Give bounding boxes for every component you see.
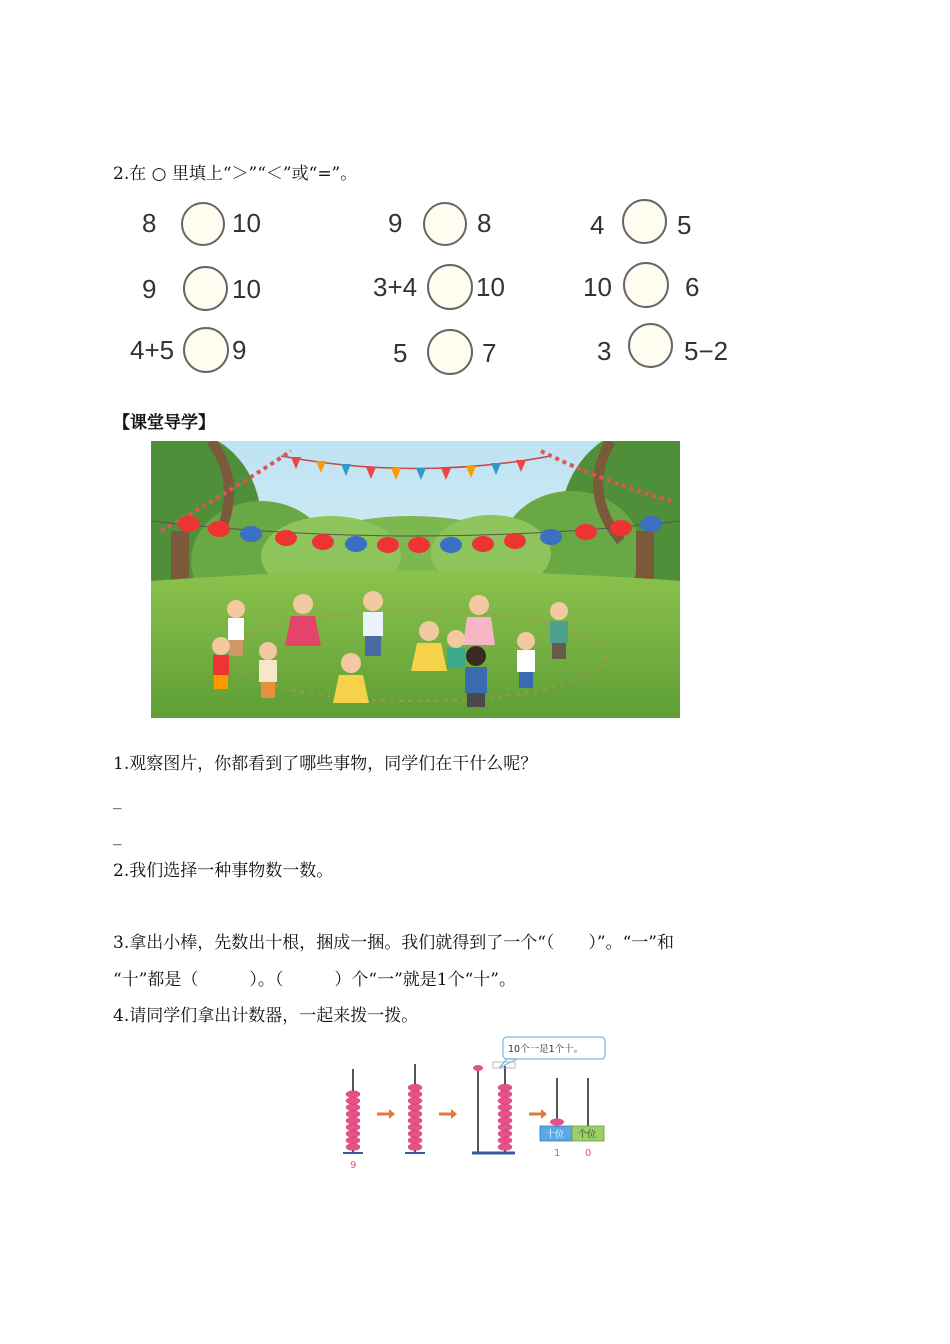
abacus-bead [346, 1130, 360, 1137]
ones-digit: 0 [585, 1148, 592, 1159]
abacus-bead [408, 1144, 422, 1151]
compare-left: 9 [142, 274, 157, 304]
compare-answer-circle[interactable] [427, 329, 473, 375]
compare-right: 10 [476, 272, 505, 302]
compare-right: 10 [232, 274, 261, 304]
compare-left: 5 [393, 338, 408, 368]
compare-answer-circle[interactable] [623, 262, 669, 308]
compare-answer-circle[interactable] [183, 266, 228, 311]
abacus-bead [408, 1117, 422, 1124]
tens-digit: 1 [554, 1148, 561, 1159]
compare-right: 9 [232, 335, 247, 365]
answer-blank-2[interactable]: _ [113, 826, 122, 846]
question-3-line-1: 3.拿出小棒，先数出十根，捆成一捆。我们就得到了一个“（ ）”。“一”和 [113, 933, 674, 953]
abacus-bead [408, 1130, 422, 1137]
compare-answer-circle[interactable] [622, 199, 667, 244]
abacus-bead [346, 1137, 360, 1144]
answer-blank-1[interactable]: _ [113, 790, 122, 810]
abacus-bead [498, 1117, 512, 1124]
abacus-bead [408, 1104, 422, 1111]
question-4: 4.请同学们拿出计数器，一起来拨一拨。 [113, 1006, 419, 1026]
compare-answer-circle[interactable] [181, 202, 225, 246]
compare-answer-circle[interactable] [427, 264, 473, 310]
abacus-bead [346, 1117, 360, 1124]
compare-left: 4+5 [130, 335, 175, 365]
question-2: 2.我们选择一种事物数一数。 [113, 861, 334, 881]
arrow-right-icon [529, 1109, 547, 1119]
exercise-2-prompt: 2.在 ○ 里填上“＞”“＜”或“=”。 [113, 164, 358, 184]
compare-right: 5 [677, 210, 692, 240]
park-illustration [151, 441, 680, 718]
compare-left: 3 [597, 336, 612, 366]
question-1: 1.观察图片，你都看到了哪些事物，同学们在干什么呢？ [113, 754, 538, 774]
compare-right: 8 [477, 208, 492, 238]
abacus-diagram [335, 1034, 615, 1174]
abacus-bead [498, 1111, 512, 1118]
children-dancing-image [151, 441, 680, 718]
abacus-bead [346, 1124, 360, 1131]
bead-stack-9 [346, 1091, 360, 1151]
bead-stack-ones [498, 1084, 512, 1150]
compare-right: 5−2 [684, 336, 729, 366]
abacus-bead [498, 1091, 512, 1098]
section-title: 【课堂导学】 [113, 413, 215, 433]
compare-answer-circle[interactable] [423, 202, 467, 246]
bubble-text: 10个一是1个十。 [508, 1044, 584, 1055]
compare-right: 10 [232, 208, 261, 238]
compare-left: 4 [590, 210, 605, 240]
abacus-bead [498, 1144, 512, 1151]
bead-stack-10 [408, 1084, 422, 1150]
tens-place-label: 十位 [546, 1130, 565, 1140]
abacus-bead [408, 1111, 422, 1118]
abacus-bead [498, 1137, 512, 1144]
abacus-bead [346, 1144, 360, 1151]
abacus-bead [408, 1097, 422, 1104]
abacus-bead [346, 1104, 360, 1111]
abacus-bead [408, 1137, 422, 1144]
abacus-bead [498, 1124, 512, 1131]
compare-right: 6 [685, 272, 700, 302]
compare-left: 9 [388, 208, 403, 238]
ones-place-label: 个位 [578, 1130, 597, 1140]
abacus-1-count: 9 [350, 1160, 357, 1171]
compare-left: 10 [583, 272, 612, 302]
abacus-bead [346, 1091, 360, 1098]
compare-answer-circle[interactable] [183, 327, 229, 373]
compare-left: 8 [142, 208, 157, 238]
abacus-bead [408, 1124, 422, 1131]
arrow-right-icon [377, 1109, 395, 1119]
abacus-bead [408, 1084, 422, 1091]
abacus-bead [498, 1104, 512, 1111]
abacus-svg [335, 1034, 615, 1174]
abacus-bead [498, 1084, 512, 1091]
compare-answer-circle[interactable] [628, 323, 673, 368]
compare-left: 3+4 [373, 272, 418, 302]
abacus-bead [346, 1111, 360, 1118]
arrow-right-icon [439, 1109, 457, 1119]
abacus-bead [346, 1097, 360, 1104]
abacus-bead [498, 1097, 512, 1104]
abacus-bead [498, 1130, 512, 1137]
question-3-line-2: “十”都是（ ）。（ ）个“一”就是1个“十”。 [113, 970, 516, 990]
abacus-bead [408, 1091, 422, 1098]
compare-right: 7 [482, 338, 497, 368]
